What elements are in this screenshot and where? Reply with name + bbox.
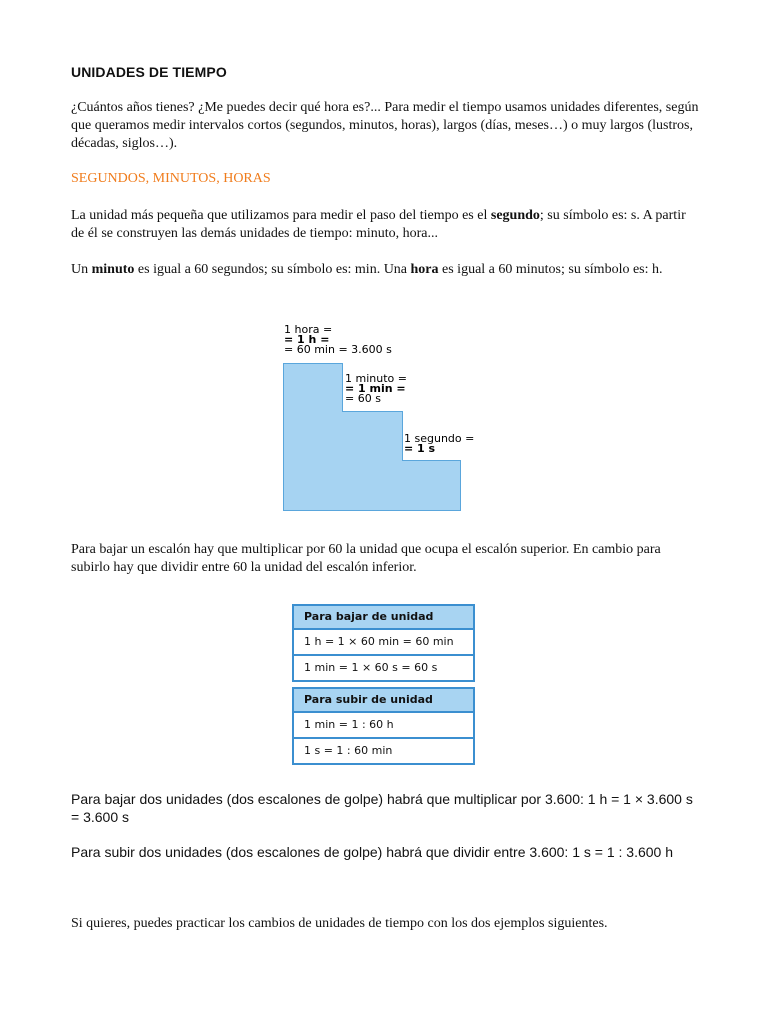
- table-bajar-unidad: [292, 604, 475, 682]
- hora-line-1: 1 hora =: [284, 323, 333, 336]
- table-row: 1 min = 1 : 60 h: [304, 718, 394, 731]
- segundo-line-1: 1 segundo =: [404, 432, 475, 445]
- table-subir-unidad: [292, 687, 475, 765]
- label-hora: [284, 325, 392, 355]
- bold-minuto: minuto: [91, 262, 135, 277]
- paragraph-subir-dos: Para subir dos unidades (dos escalones de golpe) habrá que dividir entre 3.600: 1 s = 1 : 3.600 h: [71, 844, 674, 860]
- table-row: 1 h = 1 × 60 min = 60 min: [304, 635, 454, 648]
- minuto-line-1: 1 minuto =: [345, 372, 407, 385]
- minuto-line-2: = 1 min =: [345, 382, 406, 395]
- page-title: UNIDADES DE TIEMPO: [71, 64, 227, 80]
- paragraph-minuto-hora: [71, 261, 699, 279]
- minuto-line-3: = 60 s: [345, 392, 381, 405]
- table-header: Para bajar de unidad: [294, 606, 473, 630]
- text: La unidad más pequeña que utilizamos para medir el paso del tiempo es el: [71, 208, 491, 223]
- paragraph-practicar: Si quieres, puedes practicar los cambios de unidades de tiempo con los dos ejemplos siguientes.: [71, 916, 608, 931]
- table-row: 1 s = 1 : 60 min: [294, 737, 473, 763]
- bold-hora: hora: [410, 262, 439, 277]
- hora-line-2: = 1 h =: [284, 333, 330, 346]
- table-header: Para subir de unidad: [294, 689, 473, 713]
- bold-segundo: segundo: [490, 208, 540, 223]
- label-minuto: [345, 374, 407, 404]
- text: ; su símbolo es: s. A partir de él se construyen las demás unidades de tiempo: minuto, hora...: [71, 208, 686, 241]
- hora-line-3: = 60 min = 3.600 s: [284, 343, 392, 356]
- table-row: 1 min = 1 × 60 s = 60 s: [294, 654, 473, 680]
- text: Un: [71, 262, 92, 277]
- segundo-line-2: = 1 s: [404, 442, 436, 455]
- intro-paragraph: ¿Cuántos años tienes? ¿Me puedes decir qué hora es?... Para medir el tiempo usamos unidades diferentes, según que queramos medir intervalos cortos (segundos, minutos, horas), largos (días, meses…) o muy largos (lustros, décadas, siglos…).: [71, 100, 699, 151]
- label-segundo: [404, 434, 474, 454]
- text: es igual a 60 minutos; su símbolo es: h.: [438, 262, 663, 277]
- paragraph-bajar-dos: Para bajar dos unidades (dos escalones de golpe) habrá que multiplicar por 3.600: 1 h = 1 × 3.600 s = 3.600 s: [71, 791, 693, 825]
- paragraph-escalon: Para bajar un escalón hay que multiplicar por 60 la unidad que ocupa el escalón superior. En cambio para subirlo hay que dividir entre 60 la unidad del escalón inferior.: [71, 542, 661, 575]
- paragraph-segundo: [71, 207, 699, 243]
- text: es igual a 60 segundos; su símbolo es: min. Una: [134, 262, 411, 277]
- section-heading: SEGUNDOS, MINUTOS, HORAS: [71, 171, 271, 186]
